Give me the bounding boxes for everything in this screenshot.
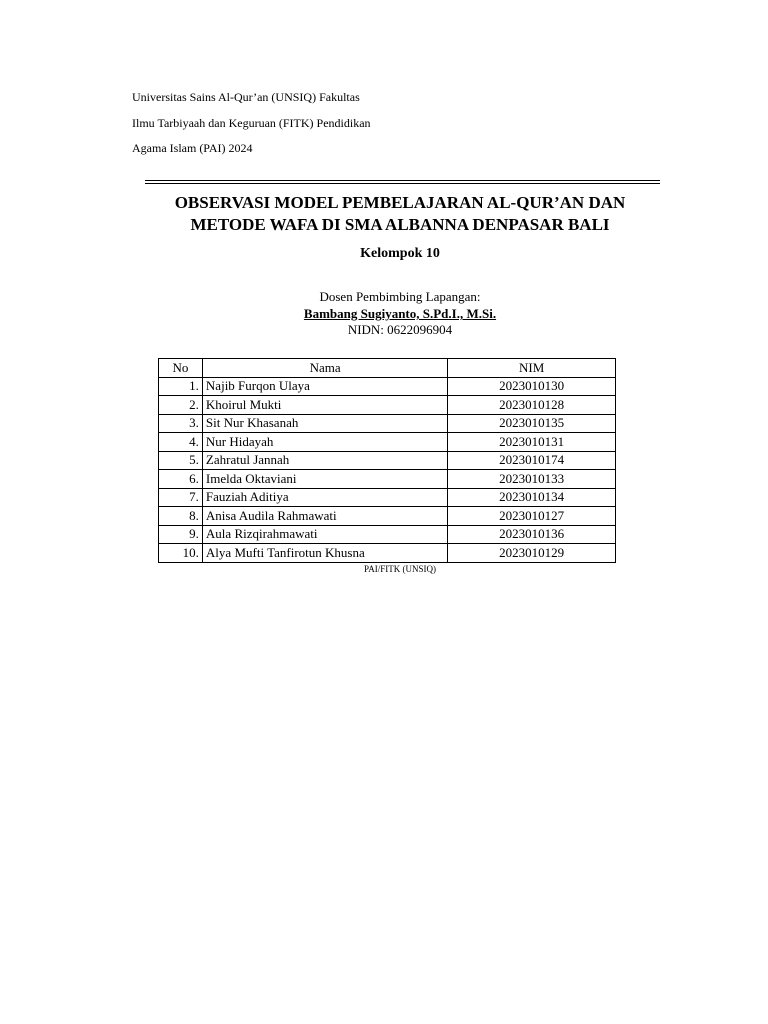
- row-nim: 2023010133: [448, 470, 616, 489]
- row-nim: 2023010136: [448, 525, 616, 544]
- document-title-line-1: OBSERVASI MODEL PEMBELAJARAN AL-QUR’AN DAN: [174, 193, 626, 212]
- row-nim: 2023010131: [448, 433, 616, 452]
- row-nim: 2023010127: [448, 507, 616, 526]
- row-number: 5.: [159, 451, 203, 470]
- row-nim: 2023010128: [448, 396, 616, 415]
- column-header-no: No: [159, 359, 203, 378]
- table-row: [159, 544, 616, 563]
- row-number: 1.: [159, 377, 203, 396]
- row-name: Sit Nur Khasanah: [202, 414, 447, 433]
- table-row: [159, 451, 616, 470]
- row-name: Fauziah Aditiya: [202, 488, 447, 507]
- table-row: [159, 414, 616, 433]
- row-nim: 2023010174: [448, 451, 616, 470]
- table-row: [159, 433, 616, 452]
- table-header-row: [159, 359, 616, 378]
- row-number: 2.: [159, 396, 203, 415]
- divider-bottom: [145, 183, 660, 184]
- column-header-name: Nama: [202, 359, 447, 378]
- table-row: [159, 525, 616, 544]
- supervisor-name-text: Bambang Sugiyanto, S.Pd.I., M.Si.: [303, 306, 497, 321]
- table-row: [159, 396, 616, 415]
- row-number: 6.: [159, 470, 203, 489]
- divider-top: [145, 180, 660, 181]
- row-number: 7.: [159, 488, 203, 507]
- document-title-line-2: METODE WAFA DI SMA ALBANNA DENPASAR BALI: [190, 215, 610, 234]
- table-row: [159, 470, 616, 489]
- header-institution-line-2: Ilmu Tarbiyaah dan Keguruan (FITK) Pendidikan: [132, 116, 371, 130]
- row-name: Imelda Oktaviani: [202, 470, 447, 489]
- row-nim: 2023010134: [448, 488, 616, 507]
- row-name: Nur Hidayah: [202, 433, 447, 452]
- row-name: Alya Mufti Tanfirotun Khusna: [202, 544, 447, 563]
- column-header-nim: NIM: [448, 359, 616, 378]
- row-nim: 2023010129: [448, 544, 616, 563]
- supervisor-nidn: NIDN: 0622096904: [347, 322, 453, 337]
- page-footer: PAI/FITK (UNSIQ): [364, 564, 436, 574]
- group-label: Kelompok 10: [360, 246, 440, 261]
- header-institution-line-1: Universitas Sains Al-Qur’an (UNSIQ) Fakultas: [132, 90, 360, 104]
- table-row: [159, 507, 616, 526]
- row-nim: 2023010130: [448, 377, 616, 396]
- row-name: Zahratul Jannah: [202, 451, 447, 470]
- row-number: 8.: [159, 507, 203, 526]
- members-table: [158, 358, 616, 563]
- supervisor-label: Dosen Pembimbing Lapangan:: [319, 289, 481, 304]
- row-number: 10.: [159, 544, 203, 563]
- row-number: 3.: [159, 414, 203, 433]
- table-row: [159, 488, 616, 507]
- row-number: 9.: [159, 525, 203, 544]
- supervisor-name: [250, 305, 550, 322]
- row-name: Najib Furqon Ulaya: [202, 377, 447, 396]
- table-row: [159, 377, 616, 396]
- header-institution-line-3: Agama Islam (PAI) 2024: [132, 141, 253, 155]
- row-nim: 2023010135: [448, 414, 616, 433]
- row-name: Khoirul Mukti: [202, 396, 447, 415]
- row-name: Anisa Audila Rahmawati: [202, 507, 447, 526]
- row-number: 4.: [159, 433, 203, 452]
- row-name: Aula Rizqirahmawati: [202, 525, 447, 544]
